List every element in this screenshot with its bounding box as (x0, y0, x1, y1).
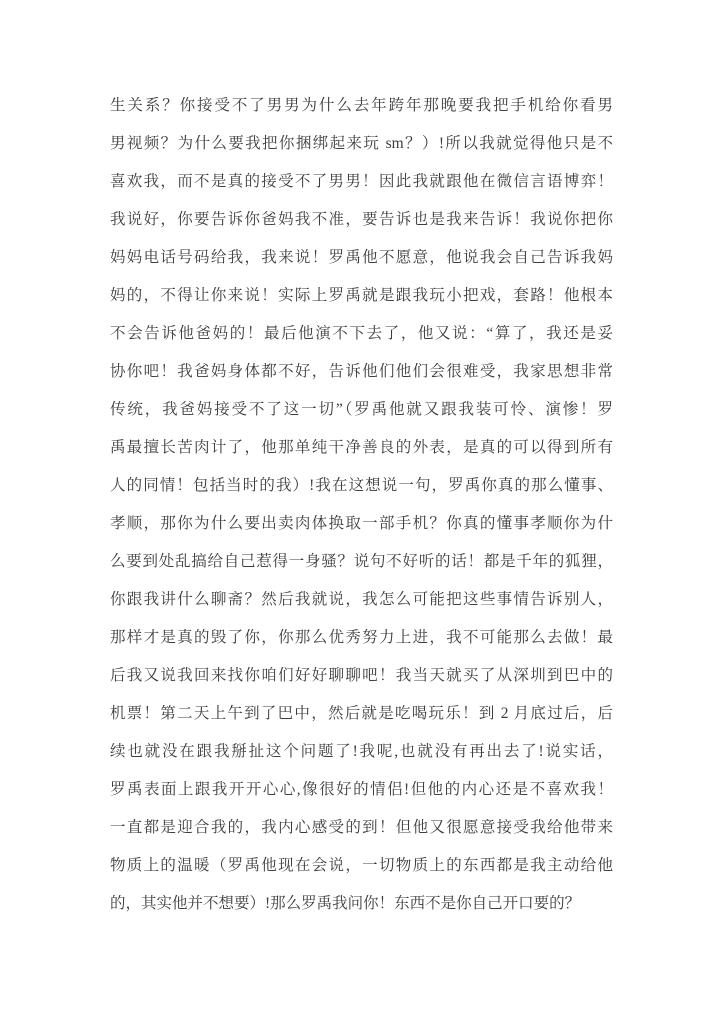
text-line: 续也就没在跟我掰扯这个问题了!我呢,也就没有再出去了!说实话， (110, 743, 613, 760)
text-line: 禹最擅长苦肉计了，他那单纯干净善良的外表，是真的可以得到所有 (110, 439, 613, 456)
text-line: 的，其实他并不想要）!那么罗禹我问你！东西不是你自己开口要的？ (110, 895, 581, 912)
text-line: 不会告诉他爸妈的！最后他演不下去了，他又说：“算了，我还是妥 (110, 325, 613, 342)
text-line: 物质上的温暖（罗禹他现在会说，一切物质上的东西都是我主动给他 (110, 857, 613, 874)
text-line: 生关系？你接受不了男男为什么去年跨年那晚要我把手机给你看男 (110, 97, 613, 114)
text-line: 那样才是真的毁了你，你那么优秀努力上进，我不可能那么去做！最 (110, 629, 613, 646)
text-line: 么要到处乱搞给自己惹得一身骚？说句不好听的话！都是千年的狐狸， (110, 553, 613, 570)
text-line: 传统，我爸妈接受不了这一切”（罗禹他就又跟我装可怜、演惨！罗 (110, 401, 613, 418)
text-line: 机票！第二天上午到了巴中，然后就是吃喝玩乐！到 2 月底过后，后 (110, 705, 613, 722)
text-line: 协你吧！我爸妈身体都不好，告诉他们他们会很难受，我家思想非常 (110, 363, 613, 380)
text-line: 我说好，你要告诉你爸妈我不准，要告诉也是我来告诉！我说你把你 (110, 211, 613, 228)
text-line: 一直都是迎合我的，我内心感受的到！但他又很愿意接受我给他带来 (110, 819, 613, 836)
text-line: 妈的，不得让你来说！实际上罗禹就是跟我玩小把戏，套路！他根本 (110, 287, 613, 304)
text-line: 后我又说我回来找你咱们好好聊聊吧！我当天就买了从深圳到巴中的 (110, 667, 613, 684)
text-line: 你跟我讲什么聊斋？然后我就说，我怎么可能把这些事情告诉别人， (110, 591, 613, 608)
text-line: 人的同情！包括当时的我）!我在这想说一句，罗禹你真的那么懂事、 (110, 477, 613, 494)
paragraph-text-block (110, 87, 613, 923)
text-line: 妈妈电话号码给我，我来说！罗禹他不愿意，他说我会自己告诉我妈 (110, 249, 613, 266)
text-line: 罗禹表面上跟我开开心心,像很好的情侣!但他的内心还是不喜欢我！ (110, 781, 613, 798)
text-line: 喜欢我，而不是真的接受不了男男！因此我就跟他在微信言语博弈！ (110, 173, 613, 190)
text-line: 孝顺，那你为什么要出卖肉体换取一部手机？你真的懂事孝顺你为什 (110, 515, 613, 532)
text-line: 男视频？为什么要我把你捆绑起来玩 sm？）!所以我就觉得他只是不 (110, 135, 613, 152)
